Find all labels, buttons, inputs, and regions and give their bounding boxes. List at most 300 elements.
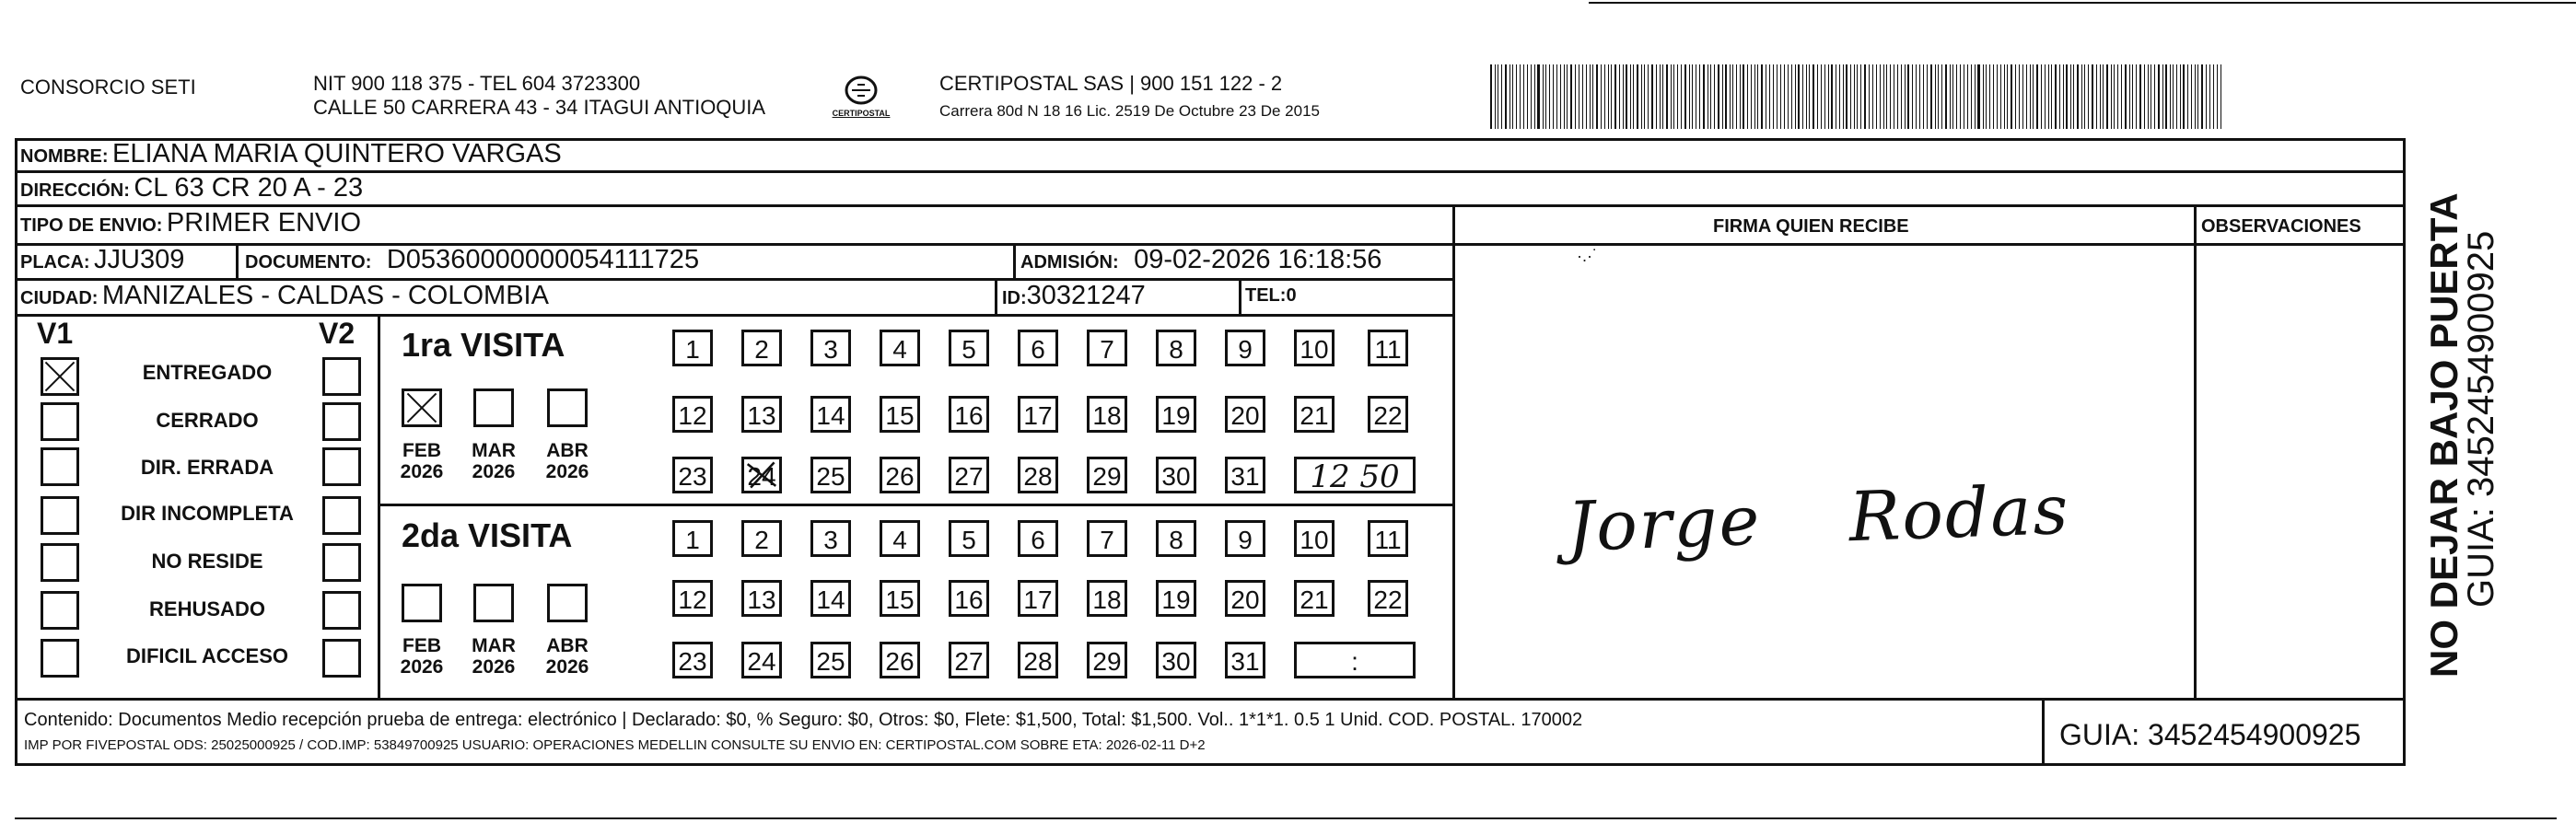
- col-divider-admision: [1013, 243, 1016, 280]
- documento-field: [245, 247, 699, 273]
- visit1-day-box[interactable]: 25: [810, 457, 851, 493]
- visit1-day-box[interactable]: 24: [741, 457, 782, 493]
- barcode-bar: [1806, 64, 1807, 129]
- barcode-bar: [1777, 64, 1778, 129]
- barcode-bar: [1907, 64, 1909, 129]
- top-rule: [1589, 2, 2576, 4]
- barcode-bar: [2007, 64, 2008, 129]
- barcode-bar: [2077, 64, 2079, 129]
- barcode-bar: [1798, 64, 1800, 129]
- barcode-bar: [1623, 64, 1624, 129]
- visit1-day-box[interactable]: 11: [1368, 330, 1408, 366]
- barcode-bar: [1956, 64, 1957, 129]
- barcode-bar: [1619, 64, 1620, 129]
- barcode-bar: [1930, 64, 1932, 129]
- barcode-bar: [1860, 64, 1861, 129]
- barcode-bar: [1941, 64, 1942, 129]
- month-year: 2026: [400, 461, 444, 483]
- barcode-icon: [1490, 64, 2221, 129]
- visit2-day-box[interactable]: 31: [1225, 642, 1265, 678]
- footer-contenido: Contenido: Documentos Medio recepción prueba de entrega: electrónico | Declarado: $0, % Seguro: $0, Otros: $0, Flete: $1,500, Total: $1,500. Vol.. 1*1*1. 0.5 1 Unid. COD. POSTAL. 170002: [24, 710, 1583, 730]
- barcode-bar: [1570, 64, 1572, 129]
- barcode-bar: [1501, 64, 1502, 129]
- col-divider-signature: [1452, 204, 1455, 701]
- visit1-day-box[interactable]: 15: [880, 396, 920, 433]
- visit2-day-box[interactable]: 7: [1087, 520, 1127, 557]
- visit1-day-box[interactable]: 10: [1294, 330, 1335, 366]
- visit2-month-label: [539, 635, 596, 678]
- visit2-day-box[interactable]: 14: [810, 580, 851, 617]
- visit1-day-box[interactable]: 13: [741, 396, 782, 433]
- barcode-bar: [1839, 64, 1840, 129]
- barcode-bar: [1604, 64, 1605, 129]
- visit1-day-box[interactable]: 28: [1018, 457, 1058, 493]
- row-line-7: [15, 698, 2406, 701]
- barcode-bar: [2084, 64, 2085, 129]
- barcode-bar: [2059, 64, 2060, 129]
- barcode-bar: [1854, 64, 1855, 129]
- admision-field: [1020, 247, 1381, 273]
- month-name: FEB: [402, 635, 441, 656]
- month-year: 2026: [472, 656, 516, 678]
- visit1-day-box[interactable]: 2: [741, 330, 782, 366]
- barcode-bar: [1935, 64, 1936, 129]
- barcode-bar: [1880, 64, 1881, 129]
- visit1-day-box[interactable]: 7: [1087, 330, 1127, 366]
- barcode-bar: [1703, 64, 1704, 129]
- visit1-day-box[interactable]: 8: [1156, 330, 1196, 366]
- visit2-day-box[interactable]: 22: [1368, 580, 1408, 617]
- barcode-bar: [1773, 64, 1775, 129]
- visit2-day-box[interactable]: 24: [741, 642, 782, 678]
- barcode-bar: [1710, 64, 1711, 129]
- license-line: Carrera 80d N 18 16 Lic. 2519 De Octubre 23 De 2015: [939, 102, 1320, 120]
- barcode-bar: [1828, 64, 1829, 129]
- visit1-time-box[interactable]: 12 50: [1294, 457, 1416, 493]
- barcode-bar: [1545, 64, 1546, 129]
- visit2-day-box[interactable]: 2: [741, 520, 782, 557]
- barcode-bar: [1714, 64, 1715, 129]
- barcode-bar: [1567, 64, 1568, 129]
- visit2-month-checkbox[interactable]: [473, 584, 514, 622]
- tel-field: [1245, 286, 1297, 305]
- visit2-day-box[interactable]: 20: [1225, 580, 1265, 617]
- barcode-bar: [1512, 64, 1513, 129]
- barcode-bar: [2111, 64, 2112, 129]
- barcode-bar: [1560, 64, 1561, 129]
- barcode-bar: [1897, 64, 1898, 129]
- company-name: CONSORCIO SETI: [20, 75, 196, 99]
- barcode-bar: [1630, 64, 1631, 129]
- v2-checkbox[interactable]: [322, 639, 361, 678]
- barcode-bar: [1864, 64, 1866, 129]
- barcode-bar: [1989, 64, 1990, 129]
- barcode-bar: [1673, 64, 1674, 129]
- barcode-bar: [1761, 64, 1763, 129]
- col-divider-guia: [2042, 698, 2045, 766]
- barcode-bar: [2106, 64, 2108, 129]
- visit2-day-box[interactable]: 13: [741, 580, 782, 617]
- frame-left: [15, 138, 17, 766]
- firma-header: FIRMA QUIEN RECIBE: [1713, 216, 1909, 237]
- barcode-bar: [2036, 64, 2038, 129]
- barcode-bar: [2092, 64, 2093, 129]
- barcode-bar: [2045, 64, 2046, 129]
- barcode-bar: [2173, 64, 2174, 129]
- col-divider-status: [378, 314, 380, 701]
- barcode-bar: [1601, 64, 1602, 129]
- barcode-bar: [1938, 64, 1939, 129]
- row-line-1: [15, 170, 2406, 173]
- barcode-bar: [2136, 64, 2137, 129]
- visit2-day-box[interactable]: 9: [1225, 520, 1265, 557]
- barcode-bar: [2051, 64, 2052, 129]
- visit2-time-box[interactable]: :: [1294, 642, 1416, 678]
- month-year: 2026: [472, 461, 516, 483]
- barcode-bar: [2195, 64, 2196, 129]
- id-label: ID:: [1002, 288, 1027, 308]
- visit2-day-box[interactable]: 26: [880, 642, 920, 678]
- tipo-label: TIPO DE ENVIO:: [20, 215, 163, 236]
- barcode-bar: [1802, 64, 1803, 129]
- barcode-bar: [2170, 64, 2171, 129]
- barcode-bar: [2183, 64, 2185, 129]
- visit2-day-box[interactable]: 3: [810, 520, 851, 557]
- barcode-bar: [1531, 64, 1532, 129]
- tipo-value: PRIMER ENVIO: [166, 208, 362, 238]
- barcode-bar: [1677, 64, 1678, 129]
- visit1-day-box[interactable]: 18: [1087, 396, 1127, 433]
- visit2-day-box[interactable]: 19: [1156, 580, 1196, 617]
- barcode-bar: [1831, 64, 1833, 129]
- documento-value: D05360000000054111725: [386, 245, 700, 274]
- barcode-bar: [1983, 64, 1984, 129]
- barcode-bar: [1656, 64, 1657, 129]
- barcode-bar: [2066, 64, 2068, 129]
- barcode-bar: [1586, 64, 1587, 129]
- nombre-field: [20, 141, 562, 168]
- barcode-bar: [1916, 64, 1917, 129]
- visit2-day-box[interactable]: 27: [949, 642, 989, 678]
- barcode-bar: [2176, 64, 2177, 129]
- barcode-bar: [1997, 64, 1998, 129]
- barcode-bar: [1857, 64, 1858, 129]
- visit1-day-box[interactable]: 1: [672, 330, 713, 366]
- barcode-bar: [1817, 64, 1818, 129]
- barcode-bar: [2004, 64, 2005, 129]
- barcode-bar: [1543, 64, 1544, 129]
- row-line-2: [15, 204, 2406, 207]
- visit2-day-box[interactable]: 23: [672, 642, 713, 678]
- barcode-bar: [1523, 64, 1524, 129]
- ciudad-value: MANIZALES - CALDAS - COLOMBIA: [101, 281, 549, 310]
- v1-checkbox[interactable]: [41, 543, 79, 582]
- barcode-bar: [1534, 64, 1535, 129]
- barcode-bar: [2125, 64, 2127, 129]
- id-value: 30321247: [1026, 281, 1146, 310]
- visit2-day-box[interactable]: 29: [1087, 642, 1127, 678]
- barcode-bar: [2209, 64, 2210, 129]
- nit-line: NIT 900 118 375 - TEL 604 3723300: [313, 72, 641, 95]
- visit2-day-box[interactable]: 18: [1087, 580, 1127, 617]
- barcode-bar: [1730, 64, 1731, 129]
- barcode-bar: [1993, 64, 1995, 129]
- status-option-label: REHUSADO: [149, 597, 265, 620]
- visit1-day-box[interactable]: 16: [949, 396, 989, 433]
- barcode-bar: [1821, 64, 1822, 129]
- barcode-bar: [2015, 64, 2016, 129]
- barcode-bar: [1637, 64, 1638, 129]
- barcode-bar: [2217, 64, 2218, 129]
- visit2-day-box[interactable]: 30: [1156, 642, 1196, 678]
- visit1-day-box[interactable]: 3: [810, 330, 851, 366]
- logo-text: CERTIPOSTAL: [832, 109, 891, 118]
- v2-checkbox[interactable]: [322, 357, 361, 396]
- barcode-bar: [1754, 64, 1755, 129]
- barcode-bar: [2158, 64, 2160, 129]
- v2-label: V2: [319, 317, 356, 350]
- barcode-bar: [1869, 64, 1870, 129]
- v1-checkbox[interactable]: [41, 447, 79, 486]
- barcode-bar: [2048, 64, 2049, 129]
- visit1-day-box[interactable]: 23: [672, 457, 713, 493]
- barcode-bar: [2132, 64, 2133, 129]
- visit2-month-label: [393, 635, 450, 678]
- visit2-day-box[interactable]: 12: [672, 580, 713, 617]
- barcode-bar: [1986, 64, 1987, 129]
- barcode-bar: [2144, 64, 2145, 129]
- barcode-bar: [1788, 64, 1789, 129]
- v1-checkbox[interactable]: [41, 591, 79, 630]
- barcode-bar: [1644, 64, 1645, 129]
- visit1-day-box[interactable]: 22: [1368, 396, 1408, 433]
- barcode-bar: [1927, 64, 1928, 129]
- barcode-bar: [2201, 64, 2203, 129]
- visit2-day-box[interactable]: 28: [1018, 642, 1058, 678]
- month-year: 2026: [400, 656, 444, 678]
- v2-checkbox[interactable]: [322, 591, 361, 630]
- v2-checkbox[interactable]: [322, 402, 361, 441]
- visit1-title: 1ra VISITA: [402, 326, 565, 364]
- tel-label: TEL:: [1245, 285, 1287, 306]
- visit1-day-box[interactable]: 4: [880, 330, 920, 366]
- month-year: 2026: [545, 461, 589, 483]
- v1-checkbox[interactable]: [41, 357, 79, 396]
- barcode-bar: [1967, 64, 1968, 129]
- signature-handwriting: Jorge Rodas: [1566, 469, 2071, 567]
- barcode-bar: [1692, 64, 1693, 129]
- visit1-day-box[interactable]: 5: [949, 330, 989, 366]
- barcode-bar: [2073, 64, 2074, 129]
- visit1-day-box[interactable]: 17: [1018, 396, 1058, 433]
- barcode-bar: [1718, 64, 1719, 129]
- v1-checkbox[interactable]: [41, 639, 79, 678]
- month-name: ABR: [546, 440, 589, 461]
- v1-checkbox[interactable]: [41, 496, 79, 535]
- direccion-field: [20, 175, 363, 202]
- visit2-month-checkbox[interactable]: [402, 584, 442, 622]
- admision-label: ADMISIÓN:: [1020, 252, 1119, 272]
- barcode-bar: [1689, 64, 1690, 129]
- barcode-bar: [2165, 64, 2167, 129]
- visit1-day-box[interactable]: 30: [1156, 457, 1196, 493]
- barcode-bar: [1945, 64, 1947, 129]
- barcode-bar: [1684, 64, 1686, 129]
- barcode-bar: [1699, 64, 1701, 129]
- visit1-day-box[interactable]: 19: [1156, 396, 1196, 433]
- barcode-bar: [2206, 64, 2207, 129]
- barcode-bar: [2148, 64, 2149, 129]
- frame-bottom: [15, 763, 2406, 766]
- month-name: ABR: [546, 635, 589, 656]
- barcode-bar: [1490, 64, 1492, 129]
- row-line-6: [378, 504, 1455, 506]
- v2-checkbox[interactable]: [322, 543, 361, 582]
- visit1-day-box[interactable]: 27: [949, 457, 989, 493]
- visit2-day-box[interactable]: 16: [949, 580, 989, 617]
- barcode-bar: [1843, 64, 1844, 129]
- barcode-bar: [1952, 64, 1953, 129]
- v2-checkbox[interactable]: [322, 447, 361, 486]
- visit1-month-checkbox[interactable]: [473, 388, 514, 427]
- barcode-bar: [1662, 64, 1663, 129]
- footer-guia: GUIA: 3452454900925: [2059, 718, 2361, 751]
- visit2-day-box[interactable]: 11: [1368, 520, 1408, 557]
- barcode-bar: [1579, 64, 1580, 129]
- visit1-day-box[interactable]: 20: [1225, 396, 1265, 433]
- barcode-bar: [2011, 64, 2012, 129]
- barcode-bar: [1725, 64, 1727, 129]
- barcode-bar: [2129, 64, 2130, 129]
- visit1-day-box[interactable]: 12: [672, 396, 713, 433]
- visit2-day-box[interactable]: 17: [1018, 580, 1058, 617]
- barcode-bar: [1582, 64, 1583, 129]
- barcode-bar: [1553, 64, 1555, 129]
- certipostal-logo: [824, 72, 898, 123]
- certipostal-line: CERTIPOSTAL SAS | 900 151 122 - 2: [939, 72, 1283, 95]
- barcode-bar: [2191, 64, 2192, 129]
- barcode-bar: [2022, 64, 2023, 129]
- ciudad-field: [20, 283, 549, 309]
- barcode-bar: [1740, 64, 1741, 129]
- barcode-bar: [1614, 64, 1616, 129]
- barcode-bar: [1905, 64, 1906, 129]
- barcode-bar: [1872, 64, 1874, 129]
- placa-field: [20, 247, 184, 273]
- month-name: FEB: [402, 440, 441, 461]
- visit1-day-box[interactable]: 6: [1018, 330, 1058, 366]
- barcode-bar: [1537, 64, 1539, 129]
- month-year: 2026: [545, 656, 589, 678]
- col-divider-tel: [1239, 278, 1241, 315]
- visit2-day-box[interactable]: 25: [810, 642, 851, 678]
- visit1-month-checkbox[interactable]: [547, 388, 588, 427]
- visit2-day-box[interactable]: 8: [1156, 520, 1196, 557]
- visit1-day-box[interactable]: 29: [1087, 457, 1127, 493]
- status-option-label: NO RESIDE: [151, 550, 263, 573]
- col-divider-observaciones: [2194, 204, 2197, 701]
- id-field: [1002, 283, 1146, 309]
- signature-dots: ·.·˙: [1577, 247, 1598, 265]
- barcode-bar: [1977, 64, 1979, 129]
- barcode-bar: [2081, 64, 2082, 129]
- visit2-day-box[interactable]: 21: [1294, 580, 1335, 617]
- barcode-bar: [1809, 64, 1810, 129]
- barcode-bar: [1791, 64, 1792, 129]
- barcode-bar: [1919, 64, 1921, 129]
- visit2-day-box[interactable]: 10: [1294, 520, 1335, 557]
- visit2-day-box[interactable]: 5: [949, 520, 989, 557]
- visit1-day-box[interactable]: 21: [1294, 396, 1335, 433]
- barcode-bar: [1824, 64, 1825, 129]
- visit2-day-box[interactable]: 4: [880, 520, 920, 557]
- v2-checkbox[interactable]: [322, 496, 361, 535]
- barcode-bar: [1671, 64, 1672, 129]
- bottom-rule: [15, 817, 2557, 819]
- visit1-day-box[interactable]: 9: [1225, 330, 1265, 366]
- barcode-bar: [2213, 64, 2215, 129]
- visit2-month-checkbox[interactable]: [547, 584, 588, 622]
- barcode-bar: [1960, 64, 1962, 129]
- visit1-day-box[interactable]: 14: [810, 396, 851, 433]
- barcode-bar: [1751, 64, 1752, 129]
- visit1-day-box[interactable]: 31: [1225, 457, 1265, 493]
- status-option-label: DIFICIL ACCESO: [125, 644, 288, 667]
- visit2-day-box[interactable]: 6: [1018, 520, 1058, 557]
- barcode-bar: [1516, 64, 1517, 129]
- barcode-bar: [1975, 64, 1976, 129]
- barcode-bar: [1923, 64, 1924, 129]
- address-line: CALLE 50 CARRERA 43 - 34 ITAGUI ANTIOQUIA: [313, 96, 766, 119]
- barcode-bar: [1813, 64, 1814, 129]
- visit1-day-box[interactable]: 26: [880, 457, 920, 493]
- barcode-bar: [1626, 64, 1627, 129]
- documento-label: DOCUMENTO:: [245, 252, 372, 272]
- visit1-month-label: [393, 440, 450, 482]
- barcode-bar: [1732, 64, 1733, 129]
- status-option-label: CERRADO: [156, 409, 259, 432]
- visit2-day-box[interactable]: 1: [672, 520, 713, 557]
- barcode-bar: [1890, 64, 1892, 129]
- v1-checkbox[interactable]: [41, 402, 79, 441]
- barcode-bar: [1901, 64, 1902, 129]
- barcode-bar: [1876, 64, 1877, 129]
- barcode-bar: [1795, 64, 1796, 129]
- barcode-bar: [1495, 64, 1496, 129]
- barcode-bar: [1769, 64, 1770, 129]
- barcode-bar: [2026, 64, 2027, 129]
- nombre-value: ELIANA MARIA QUINTERO VARGAS: [112, 139, 562, 168]
- barcode-bar: [1520, 64, 1521, 129]
- barcode-bar: [2100, 64, 2101, 129]
- frame-right: [2403, 138, 2406, 766]
- barcode-bar: [2055, 64, 2057, 129]
- barcode-bar: [2114, 64, 2115, 129]
- month-name: MAR: [472, 635, 516, 656]
- barcode-bar: [1666, 64, 1668, 129]
- visit1-month-checkbox[interactable]: [402, 388, 442, 427]
- tipo-field: [20, 210, 361, 237]
- barcode-bar: [2121, 64, 2122, 129]
- barcode-bar: [2103, 64, 2104, 129]
- barcode-bar: [2162, 64, 2163, 129]
- visit2-day-box[interactable]: 15: [880, 580, 920, 617]
- barcode-bar: [1611, 64, 1612, 129]
- barcode-bar: [2197, 64, 2198, 129]
- barcode-bar: [2180, 64, 2181, 129]
- visit1-month-label: [465, 440, 522, 482]
- visit2-title: 2da VISITA: [402, 516, 573, 554]
